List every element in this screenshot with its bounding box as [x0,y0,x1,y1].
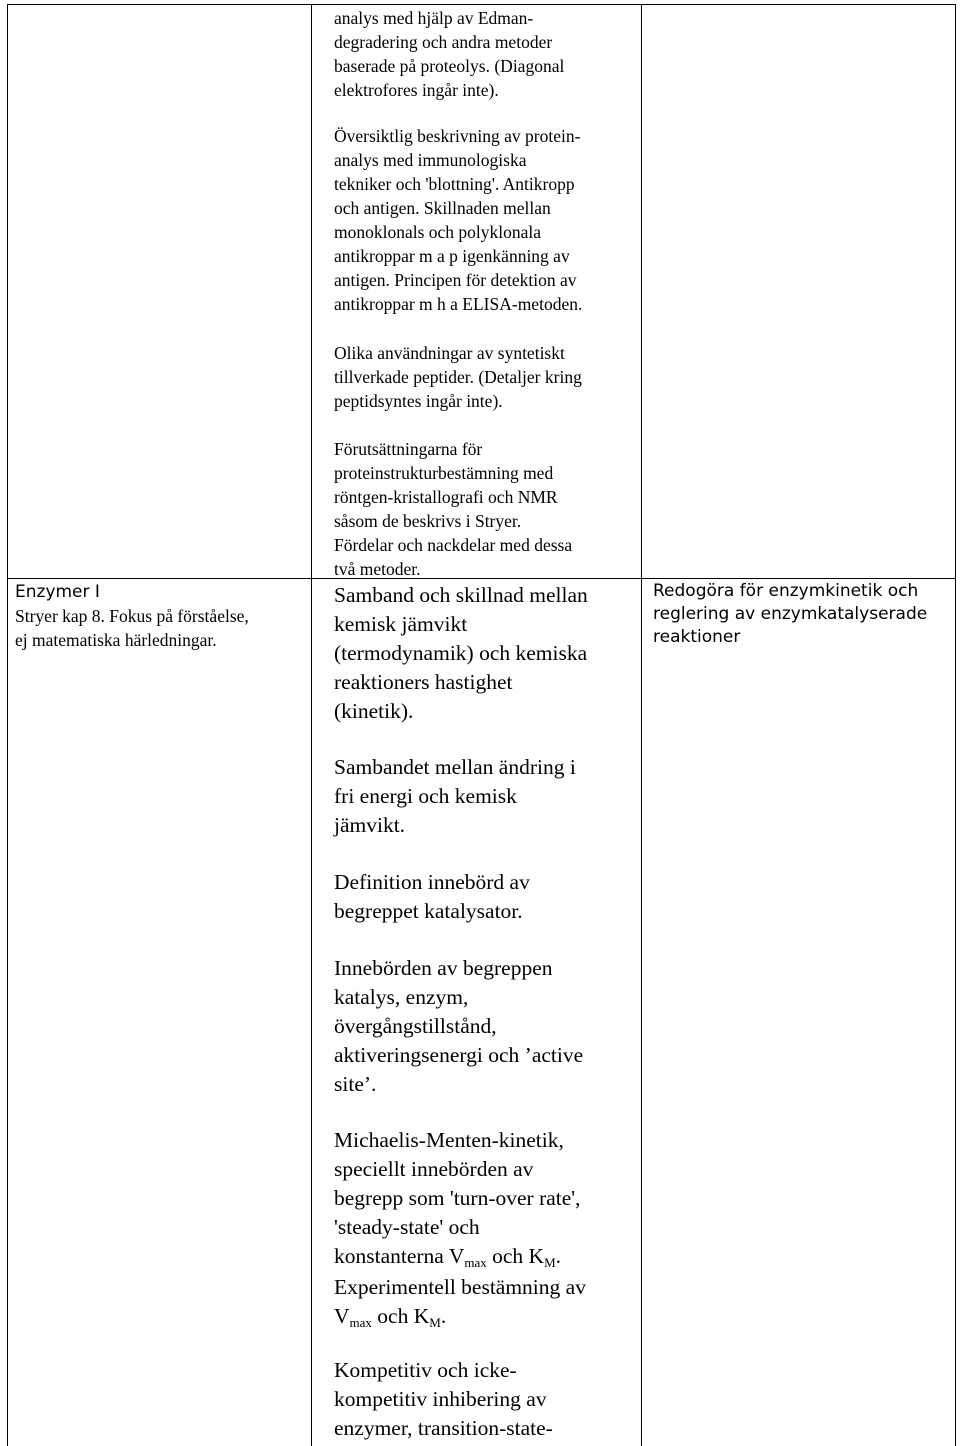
column-divider-2 [641,5,642,1446]
proteolysis-paragraph: analys med hjälp av Edman- degradering och andra metoder baserade på proteolys. (Diagonal elektrofores ingår inte). [334,8,565,100]
free-energy-paragraph: Sambandet mellan ändring i fri energi och kemisk jämvikt. [334,755,576,837]
structure-paragraph: Förutsättningarna för proteinstrukturbestämning med röntgen-kristallografi och NMR såsom de beskrivs i Stryer. Fördelar och nackdelar med dessa två metoder. [334,439,573,579]
catalyst-paragraph: Definition innebörd av begreppet katalysator. [334,870,530,923]
column-divider-1 [311,5,312,1446]
equilibrium-paragraph: Samband och skillnad mellan kemisk jämvikt (termodynamik) och kemiska reaktioners hastighet (kinetik). [334,583,588,723]
michaelis-menten-paragraph: Michaelis-Menten-kinetik, speciellt innebörden av begrepp som 'turn-over rate', 'steady-state' och konstanterna Vmax och KM. Experimentell bestämning av Vmax och KM. [334,1126,586,1333]
section-cell: Enzymer I Stryer kap 8. Fokus på förståelse, ej matematiska härledningar. [15,582,249,650]
section-title: Enzymer I [15,582,100,602]
immuno-paragraph: Översiktlig beskrivning av protein- analys med immunologiska tekniker och 'blottning'. Antikropp och antigen. Skillnaden mellan monoklonals och polyklonala antikroppar m a p igenkänning av antigen. Principen för detektion av antikroppar m h a ELISA-metoden. [334,126,583,314]
vmax-km-line: konstanterna Vmax och KM. [334,1244,562,1270]
peptides-paragraph: Olika användningar av syntetiskt tillverkade peptider. (Detaljer kring peptidsyntes ingår inte). [334,343,582,411]
learning-goal-cell: Redogöra för enzymkinetik och reglering av enzymkatalyserade reaktioner [653,581,928,647]
catalysis-paragraph: Innebörden av begreppen katalys, enzym, övergångstillstånd, aktiveringsenergi och ’active site’. [334,956,584,1096]
vmax-km-line-2: Vmax och KM. [334,1304,447,1330]
inhibition-paragraph: Kompetitiv och icke- kompetitiv inhibering av enzymer, transition-state- [334,1358,553,1440]
